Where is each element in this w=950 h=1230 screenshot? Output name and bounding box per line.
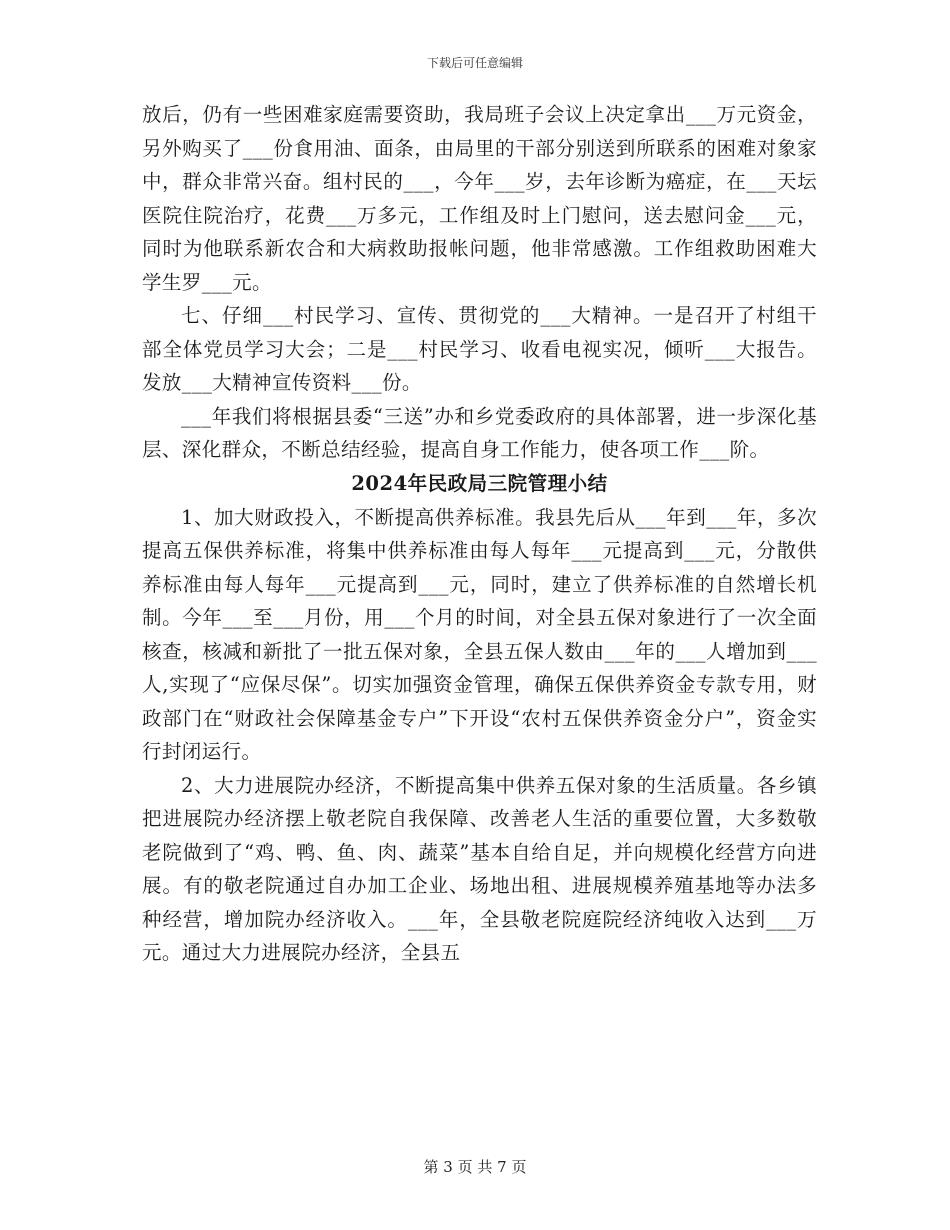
paragraph-plan: ___年我们将根据县委“三送”办和乡党委政府的具体部署，进一步深化基层、深化群众，不断总结经验，提高自身工作能力，使各项工作___阶。 <box>142 404 817 461</box>
paragraph-section-seven: 七、仔细___村民学习、宣传、贯彻党的___大精神。一是召开了村组干部全体党员学习大会；二是___村民学习、收看电视实况，倾听___大报告。发放___大精神宣传资料___份。 <box>142 304 817 394</box>
page-header: 下载后可任意编辑 <box>426 56 523 70</box>
paragraph-continuation: 放后，仍有一些困难家庭需要资助，我局班子会议上决定拿出___万元资金，另外购买了___份食用油、面条，由局里的干部分别送到所联系的困难对象家中，群众非常兴奋。组村民的___，今年___岁，去年诊断为癌症，在___天坛医院住院治疗，花费___万多元，工作组及时上门慰问，送去慰问金___元，同时为他联系新农合和大病救助报帐问题，他非常感激。工作组救助困难大学生罗___元。 <box>142 103 817 294</box>
page-footer: 第 3 页 共 7 页 <box>423 1158 527 1176</box>
paragraph-item-one: 1、加大财政投入，不断提高供养标准。我县先后从___年到___年，多次提高五保供养标准，将集中供养标准由每人每年___元提高到___元，分散供养标准由每人每年___元提高到___元，同时，建立了供养标准的自然增长机制。今年___至___月份，用___个月的时间，对全县五保对象进行了一次全面核查，核减和新批了一批五保对象，全县五保人数由___年的___人增加到___人,实现了“应保尽保”。切实加强资金管理，确保五保供养资金专款专用，财政部门在“财政社会保障基金专户”下开设“农村五保供养资金分户”，资金实行封闭运行。 <box>142 505 817 763</box>
document-body <box>142 98 817 970</box>
section-title: 2024年民政局三院管理小结 <box>351 471 608 495</box>
paragraph-item-two: 2、大力进展院办经济，不断提高集中供养五保对象的生活质量。各乡镇把进展院办经济摆上敬老院自我保障、改善老人生活的重要位置，大多数敬老院做到了“鸡、鸭、鱼、肉、蔬菜”基本自给自足，并向规模化经营方向进展。有的敬老院通过自办加工企业、场地出租、进展规模养殖基地等办法多种经营，增加院办经济收入。___年，全县敬老院庭院经济纯收入达到___万元。通过大力进展院办经济，全县五 <box>142 773 817 964</box>
